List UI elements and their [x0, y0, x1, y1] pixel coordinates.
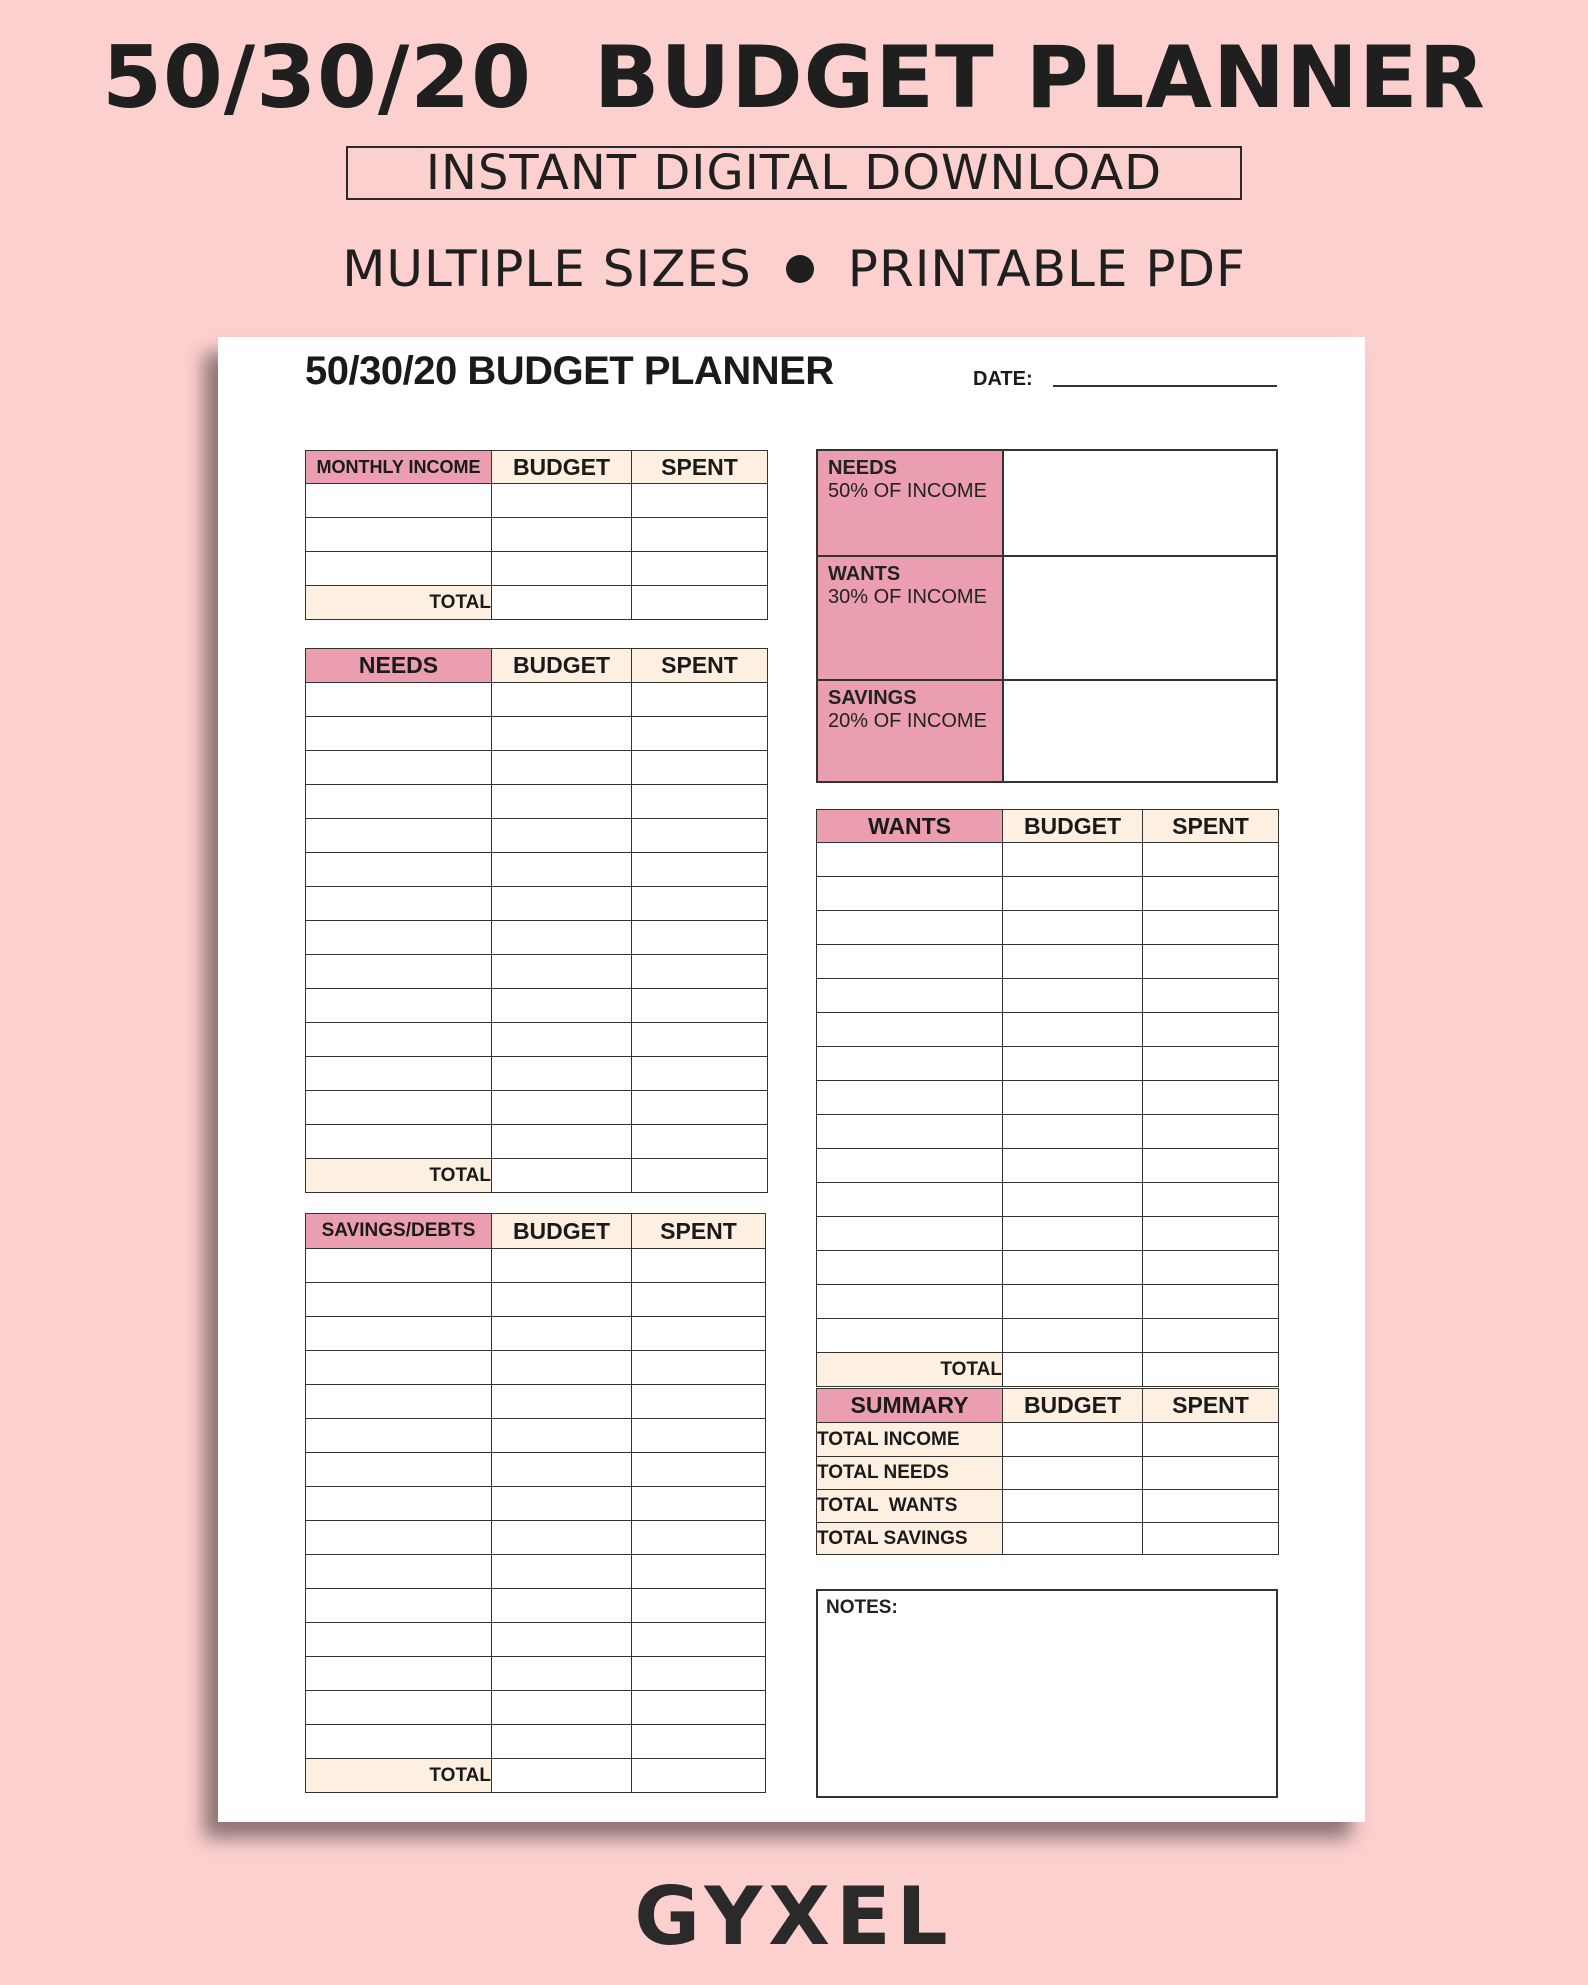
needs-row: [306, 1023, 768, 1057]
wants-row: [817, 1047, 1279, 1081]
allocation-wants-row: [818, 557, 1276, 681]
allocation-savings-label: [818, 681, 1004, 781]
income-table: [305, 450, 768, 620]
wants-item-cell[interactable]: [817, 1285, 1003, 1319]
needs-total-budget-cell[interactable]: [492, 1159, 632, 1193]
savings-total-label: TOTAL: [306, 1759, 492, 1793]
needs-budget-header: BUDGET: [492, 649, 632, 683]
savings-item-cell[interactable]: [306, 1555, 492, 1589]
needs-row: [306, 921, 768, 955]
feature-printable-pdf: PRINTABLE PDF: [847, 240, 1246, 298]
needs-row: [306, 1057, 768, 1091]
savings-item-cell[interactable]: [306, 1589, 492, 1623]
income-item-cell[interactable]: [306, 484, 492, 518]
wants-budget-cell[interactable]: [1003, 1081, 1143, 1115]
income-spent-cell[interactable]: [632, 518, 768, 552]
date-label: DATE:: [973, 368, 1033, 390]
wants-row: [817, 1217, 1279, 1251]
wants-spent-cell[interactable]: [1143, 1251, 1279, 1285]
income-item-cell[interactable]: [306, 552, 492, 586]
allocation-savings-share: 20% OF INCOME: [828, 710, 987, 732]
summary-wants-budget-cell[interactable]: [1003, 1490, 1143, 1523]
bullet-dot-icon: [786, 255, 814, 283]
wants-item-cell[interactable]: [817, 911, 1003, 945]
needs-item-cell[interactable]: [306, 955, 492, 989]
wants-budget-cell[interactable]: [1003, 1183, 1143, 1217]
needs-item-cell[interactable]: [306, 1057, 492, 1091]
needs-spent-cell[interactable]: [632, 887, 768, 921]
summary-savings-budget-cell[interactable]: [1003, 1523, 1143, 1555]
savings-row: [306, 1555, 766, 1589]
wants-row: [817, 1285, 1279, 1319]
needs-budget-cell[interactable]: [492, 1057, 632, 1091]
allocation-needs-title: NEEDS: [828, 457, 897, 479]
banner-features: [0, 240, 1588, 298]
wants-row: [817, 877, 1279, 911]
savings-item-cell[interactable]: [306, 1691, 492, 1725]
wants-spent-cell[interactable]: [1143, 877, 1279, 911]
wants-item-cell[interactable]: [817, 1149, 1003, 1183]
banner-title: 50/30/20 BUDGET PLANNER: [102, 28, 1486, 128]
income-total-spent-cell[interactable]: [632, 586, 768, 620]
needs-row: [306, 853, 768, 887]
needs-item-cell[interactable]: [306, 887, 492, 921]
savings-budget-cell[interactable]: [492, 1249, 632, 1283]
needs-spent-cell[interactable]: [632, 819, 768, 853]
needs-spent-cell[interactable]: [632, 785, 768, 819]
allocation-savings-row: [818, 681, 1276, 781]
wants-row: [817, 1013, 1279, 1047]
needs-budget-cell[interactable]: [492, 819, 632, 853]
needs-row: [306, 717, 768, 751]
summary-needs-budget-cell[interactable]: [1003, 1457, 1143, 1490]
planner-sheet: [218, 337, 1365, 1822]
needs-budget-cell[interactable]: [492, 785, 632, 819]
savings-budget-cell[interactable]: [492, 1521, 632, 1555]
wants-spent-cell[interactable]: [1143, 911, 1279, 945]
savings-spent-header: SPENT: [632, 1214, 766, 1249]
savings-spent-cell[interactable]: [632, 1555, 766, 1589]
wants-spent-cell[interactable]: [1143, 1149, 1279, 1183]
date-field-line[interactable]: [1053, 385, 1277, 387]
income-budget-cell[interactable]: [492, 552, 632, 586]
wants-total-budget-cell[interactable]: [1003, 1353, 1143, 1387]
savings-row: [306, 1521, 766, 1555]
allocation-needs-share: 50% OF INCOME: [828, 480, 987, 502]
wants-item-cell[interactable]: [817, 945, 1003, 979]
needs-spent-header: SPENT: [632, 649, 768, 683]
savings-spent-cell[interactable]: [632, 1487, 766, 1521]
banner-subtitle: INSTANT DIGITAL DOWNLOAD: [346, 146, 1242, 200]
income-spent-cell[interactable]: [632, 552, 768, 586]
wants-item-cell[interactable]: [817, 1081, 1003, 1115]
savings-budget-cell[interactable]: [492, 1419, 632, 1453]
savings-item-cell[interactable]: [306, 1419, 492, 1453]
summary-savings-spent-cell[interactable]: [1143, 1523, 1279, 1555]
income-row: [306, 552, 768, 586]
savings-spent-cell[interactable]: [632, 1249, 766, 1283]
income-spent-header: SPENT: [632, 451, 768, 484]
wants-spent-cell[interactable]: [1143, 1115, 1279, 1149]
savings-budget-cell[interactable]: [492, 1589, 632, 1623]
wants-total-row: [817, 1353, 1279, 1387]
savings-spent-cell[interactable]: [632, 1589, 766, 1623]
summary-income-budget-cell[interactable]: [1003, 1423, 1143, 1457]
wants-item-cell[interactable]: [817, 877, 1003, 911]
savings-spent-cell[interactable]: [632, 1283, 766, 1317]
needs-item-cell[interactable]: [306, 683, 492, 717]
income-budget-header: BUDGET: [492, 451, 632, 484]
wants-item-cell[interactable]: [817, 979, 1003, 1013]
savings-budget-cell[interactable]: [492, 1725, 632, 1759]
wants-spent-cell[interactable]: [1143, 1285, 1279, 1319]
savings-budget-header: BUDGET: [492, 1214, 632, 1249]
needs-item-cell[interactable]: [306, 785, 492, 819]
savings-budget-cell[interactable]: [492, 1623, 632, 1657]
summary-table: [816, 1388, 1279, 1555]
wants-budget-cell[interactable]: [1003, 1217, 1143, 1251]
allocation-needs-label: [818, 451, 1004, 555]
allocation-wants-share: 30% OF INCOME: [828, 586, 987, 608]
needs-item-cell[interactable]: [306, 853, 492, 887]
needs-row: [306, 683, 768, 717]
wants-row: [817, 1149, 1279, 1183]
savings-total-row: [306, 1759, 766, 1793]
needs-item-cell[interactable]: [306, 1091, 492, 1125]
needs-spent-cell[interactable]: [632, 1125, 768, 1159]
summary-needs-spent-cell[interactable]: [1143, 1457, 1279, 1490]
wants-spent-cell[interactable]: [1143, 979, 1279, 1013]
wants-item-cell[interactable]: [817, 1013, 1003, 1047]
wants-row: [817, 843, 1279, 877]
wants-row: [817, 1115, 1279, 1149]
savings-row: [306, 1589, 766, 1623]
savings-item-cell[interactable]: [306, 1317, 492, 1351]
wants-row: [817, 979, 1279, 1013]
wants-budget-cell[interactable]: [1003, 1285, 1143, 1319]
wants-total-label: TOTAL: [817, 1353, 1003, 1387]
needs-row: [306, 955, 768, 989]
needs-spent-cell[interactable]: [632, 955, 768, 989]
savings-row: [306, 1657, 766, 1691]
needs-budget-cell[interactable]: [492, 751, 632, 785]
savings-row: [306, 1453, 766, 1487]
needs-budget-cell[interactable]: [492, 887, 632, 921]
wants-item-cell[interactable]: [817, 1047, 1003, 1081]
needs-item-cell[interactable]: [306, 751, 492, 785]
needs-spent-cell[interactable]: [632, 1091, 768, 1125]
savings-item-cell[interactable]: [306, 1283, 492, 1317]
sheet-title: 50/30/20 BUDGET PLANNER: [305, 349, 834, 393]
wants-budget-cell[interactable]: [1003, 1047, 1143, 1081]
needs-table: [305, 648, 768, 1193]
savings-item-cell[interactable]: [306, 1249, 492, 1283]
needs-budget-cell[interactable]: [492, 1091, 632, 1125]
wants-total-spent-cell[interactable]: [1143, 1353, 1279, 1387]
savings-budget-cell[interactable]: [492, 1691, 632, 1725]
needs-spent-cell[interactable]: [632, 989, 768, 1023]
savings-row: [306, 1385, 766, 1419]
wants-row: [817, 1183, 1279, 1217]
income-item-cell[interactable]: [306, 518, 492, 552]
wants-budget-cell[interactable]: [1003, 979, 1143, 1013]
savings-spent-cell[interactable]: [632, 1691, 766, 1725]
wants-spent-cell[interactable]: [1143, 945, 1279, 979]
income-budget-cell[interactable]: [492, 518, 632, 552]
savings-budget-cell[interactable]: [492, 1283, 632, 1317]
summary-total-income: TOTAL INCOME: [817, 1423, 1003, 1457]
income-budget-cell[interactable]: [492, 484, 632, 518]
wants-spent-cell[interactable]: [1143, 1081, 1279, 1115]
savings-total-budget-cell[interactable]: [492, 1759, 632, 1793]
wants-budget-header: BUDGET: [1003, 810, 1143, 843]
savings-item-cell[interactable]: [306, 1487, 492, 1521]
savings-total-spent-cell[interactable]: [632, 1759, 766, 1793]
savings-row: [306, 1725, 766, 1759]
income-header: MONTHLY INCOME: [306, 451, 492, 484]
savings-spent-cell[interactable]: [632, 1453, 766, 1487]
needs-spent-cell[interactable]: [632, 1057, 768, 1091]
wants-budget-cell[interactable]: [1003, 843, 1143, 877]
wants-budget-cell[interactable]: [1003, 877, 1143, 911]
savings-spent-cell[interactable]: [632, 1351, 766, 1385]
needs-item-cell[interactable]: [306, 717, 492, 751]
wants-spent-cell[interactable]: [1143, 843, 1279, 877]
needs-budget-cell[interactable]: [492, 1023, 632, 1057]
savings-budget-cell[interactable]: [492, 1453, 632, 1487]
wants-table: [816, 809, 1279, 1387]
needs-budget-cell[interactable]: [492, 989, 632, 1023]
wants-item-cell[interactable]: [817, 843, 1003, 877]
savings-budget-cell[interactable]: [492, 1385, 632, 1419]
summary-wants-spent-cell[interactable]: [1143, 1490, 1279, 1523]
wants-budget-cell[interactable]: [1003, 1319, 1143, 1353]
savings-row: [306, 1623, 766, 1657]
savings-row: [306, 1691, 766, 1725]
savings-table: [305, 1213, 766, 1793]
wants-row: [817, 1081, 1279, 1115]
savings-budget-cell[interactable]: [492, 1657, 632, 1691]
needs-total-row: [306, 1159, 768, 1193]
allocation-wants-label: [818, 557, 1004, 679]
needs-header: NEEDS: [306, 649, 492, 683]
savings-item-cell[interactable]: [306, 1351, 492, 1385]
savings-budget-cell[interactable]: [492, 1351, 632, 1385]
wants-spent-cell[interactable]: [1143, 1217, 1279, 1251]
needs-budget-cell[interactable]: [492, 853, 632, 887]
needs-spent-cell[interactable]: [632, 1023, 768, 1057]
wants-row: [817, 1319, 1279, 1353]
savings-row: [306, 1283, 766, 1317]
savings-item-cell[interactable]: [306, 1521, 492, 1555]
savings-budget-cell[interactable]: [492, 1555, 632, 1589]
savings-item-cell[interactable]: [306, 1385, 492, 1419]
wants-row: [817, 1251, 1279, 1285]
wants-spent-cell[interactable]: [1143, 1013, 1279, 1047]
needs-spent-cell[interactable]: [632, 751, 768, 785]
allocation-savings-title: SAVINGS: [828, 687, 917, 709]
wants-item-cell[interactable]: [817, 1115, 1003, 1149]
savings-row: [306, 1419, 766, 1453]
savings-spent-cell[interactable]: [632, 1385, 766, 1419]
savings-header: SAVINGS/DEBTS: [306, 1214, 492, 1249]
summary-total-wants: TOTAL WANTS: [817, 1490, 1003, 1523]
wants-budget-cell[interactable]: [1003, 945, 1143, 979]
savings-item-cell[interactable]: [306, 1453, 492, 1487]
savings-row: [306, 1487, 766, 1521]
savings-spent-cell[interactable]: [632, 1419, 766, 1453]
needs-budget-cell[interactable]: [492, 955, 632, 989]
savings-spent-cell[interactable]: [632, 1725, 766, 1759]
notes-box[interactable]: [816, 1589, 1278, 1798]
allocation-wants-title: WANTS: [828, 563, 901, 585]
wants-item-cell[interactable]: [817, 1251, 1003, 1285]
needs-total-label: TOTAL: [306, 1159, 492, 1193]
summary-total-needs: TOTAL NEEDS: [817, 1457, 1003, 1490]
needs-spent-cell[interactable]: [632, 853, 768, 887]
needs-item-cell[interactable]: [306, 989, 492, 1023]
needs-budget-cell[interactable]: [492, 921, 632, 955]
wants-spent-cell[interactable]: [1143, 1047, 1279, 1081]
needs-row: [306, 819, 768, 853]
needs-row: [306, 1091, 768, 1125]
wants-item-cell[interactable]: [817, 1217, 1003, 1251]
needs-spent-cell[interactable]: [632, 683, 768, 717]
wants-item-cell[interactable]: [817, 1319, 1003, 1353]
savings-spent-cell[interactable]: [632, 1623, 766, 1657]
needs-item-cell[interactable]: [306, 1023, 492, 1057]
needs-row: [306, 887, 768, 921]
wants-spent-cell[interactable]: [1143, 1183, 1279, 1217]
needs-row: [306, 1125, 768, 1159]
wants-budget-cell[interactable]: [1003, 911, 1143, 945]
savings-row: [306, 1249, 766, 1283]
needs-spent-cell[interactable]: [632, 921, 768, 955]
savings-spent-cell[interactable]: [632, 1657, 766, 1691]
needs-budget-cell[interactable]: [492, 1125, 632, 1159]
needs-item-cell[interactable]: [306, 921, 492, 955]
summary-total-savings: TOTAL SAVINGS: [817, 1523, 1003, 1555]
savings-item-cell[interactable]: [306, 1725, 492, 1759]
needs-row: [306, 785, 768, 819]
summary-budget-header: BUDGET: [1003, 1389, 1143, 1423]
wants-header: WANTS: [817, 810, 1003, 843]
income-row: [306, 484, 768, 518]
summary-spent-header: SPENT: [1143, 1389, 1279, 1423]
savings-budget-cell[interactable]: [492, 1317, 632, 1351]
savings-spent-cell[interactable]: [632, 1521, 766, 1555]
needs-item-cell[interactable]: [306, 1125, 492, 1159]
feature-multiple-sizes: MULTIPLE SIZES: [342, 240, 752, 298]
needs-row: [306, 989, 768, 1023]
wants-budget-cell[interactable]: [1003, 1251, 1143, 1285]
needs-budget-cell[interactable]: [492, 683, 632, 717]
needs-item-cell[interactable]: [306, 819, 492, 853]
wants-budget-cell[interactable]: [1003, 1013, 1143, 1047]
income-spent-cell[interactable]: [632, 484, 768, 518]
savings-spent-cell[interactable]: [632, 1317, 766, 1351]
wants-row: [817, 945, 1279, 979]
wants-spent-cell[interactable]: [1143, 1319, 1279, 1353]
needs-spent-cell[interactable]: [632, 717, 768, 751]
savings-row: [306, 1317, 766, 1351]
summary-income-spent-cell[interactable]: [1143, 1423, 1279, 1457]
needs-row: [306, 751, 768, 785]
savings-budget-cell[interactable]: [492, 1487, 632, 1521]
income-total-row: [306, 586, 768, 620]
income-total-budget-cell[interactable]: [492, 586, 632, 620]
wants-budget-cell[interactable]: [1003, 1115, 1143, 1149]
savings-row: [306, 1351, 766, 1385]
allocation-box: [816, 449, 1278, 783]
needs-budget-cell[interactable]: [492, 717, 632, 751]
summary-header: SUMMARY: [817, 1389, 1003, 1423]
allocation-needs-row: [818, 451, 1276, 557]
income-total-label: TOTAL: [306, 586, 492, 620]
savings-item-cell[interactable]: [306, 1623, 492, 1657]
income-row: [306, 518, 768, 552]
wants-budget-cell[interactable]: [1003, 1149, 1143, 1183]
needs-total-spent-cell[interactable]: [632, 1159, 768, 1193]
wants-item-cell[interactable]: [817, 1183, 1003, 1217]
wants-row: [817, 911, 1279, 945]
wants-spent-header: SPENT: [1143, 810, 1279, 843]
savings-item-cell[interactable]: [306, 1657, 492, 1691]
notes-label: NOTES:: [826, 1597, 898, 1618]
brand-logo: GYXEL: [634, 1870, 954, 1963]
